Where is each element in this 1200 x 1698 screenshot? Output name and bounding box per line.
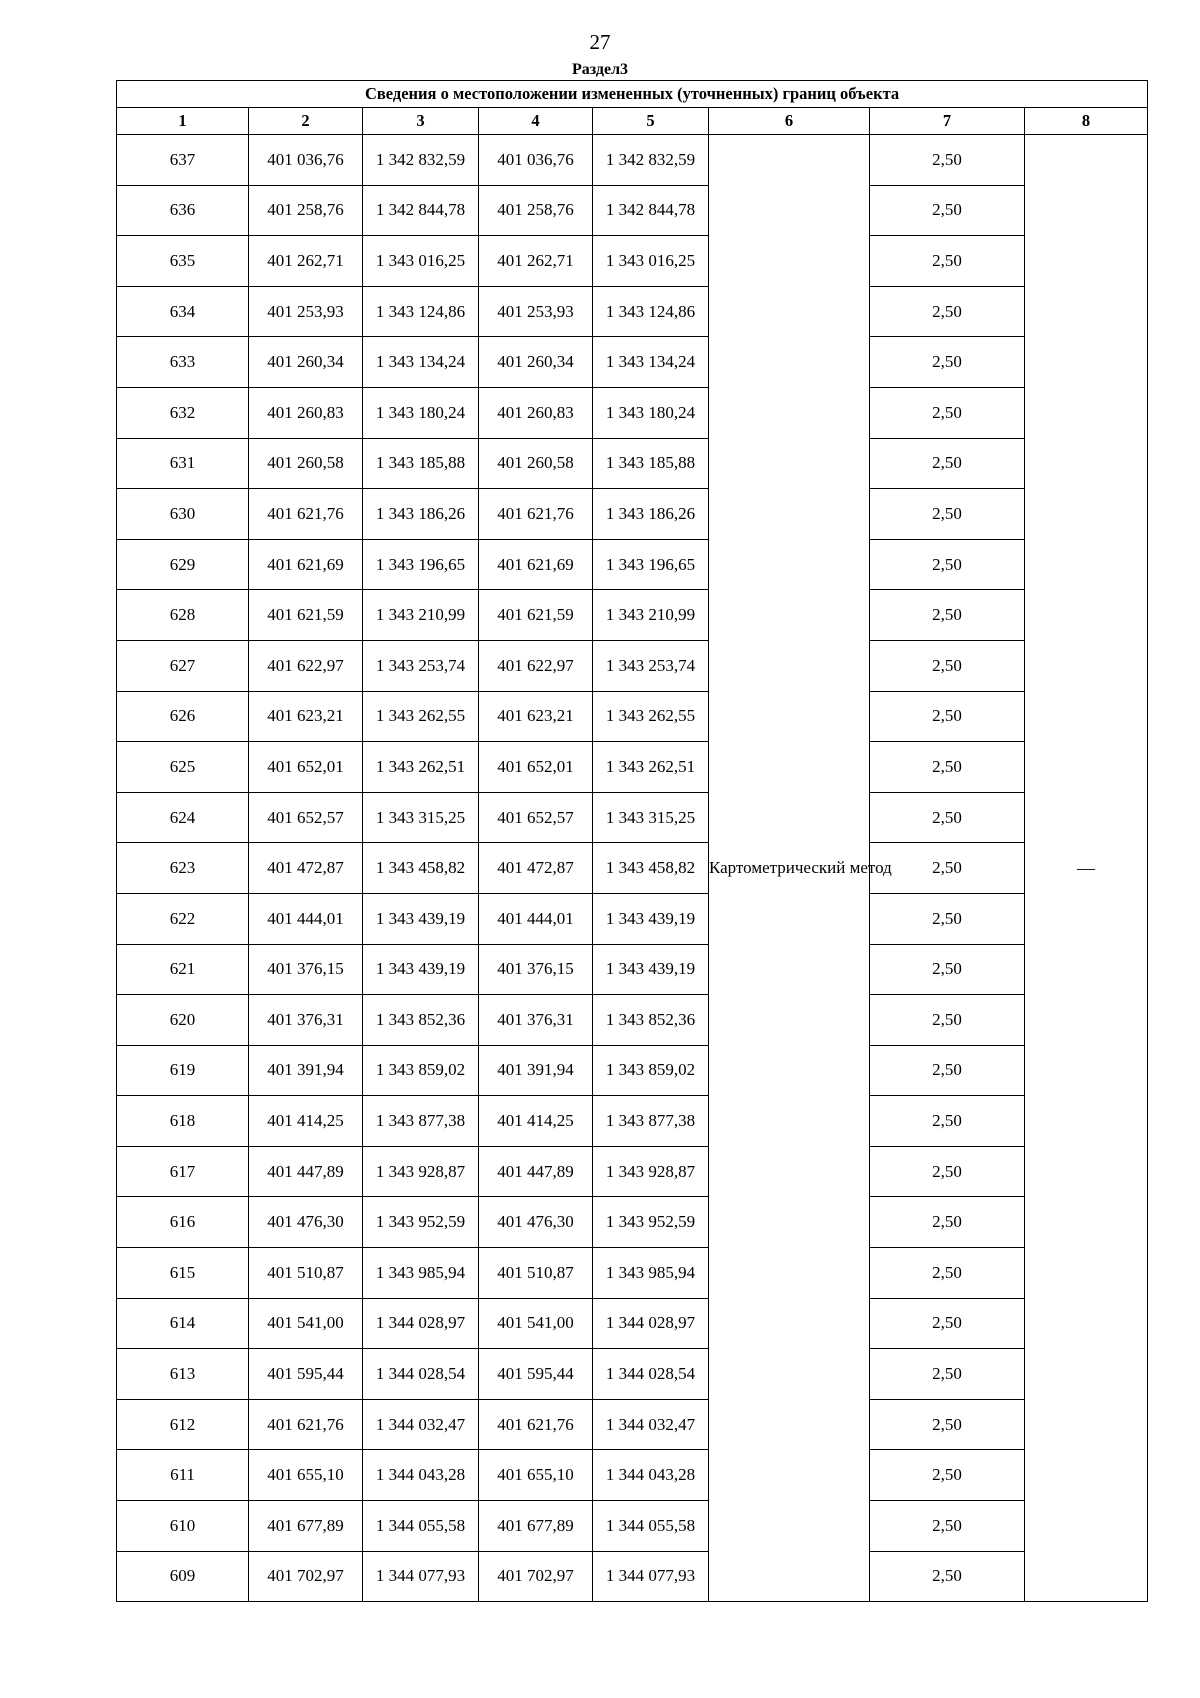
column-header-3: 3 xyxy=(363,108,479,135)
accuracy-cell: 2,50 xyxy=(870,135,1025,186)
point-number-cell: 616 xyxy=(117,1197,249,1248)
x-new-cell: 401 376,31 xyxy=(479,995,593,1046)
x-existing-cell: 401 391,94 xyxy=(249,1045,363,1096)
table-row xyxy=(117,1450,1148,1501)
accuracy-cell: 2,50 xyxy=(870,843,1025,894)
y-existing-cell: 1 343 196,65 xyxy=(363,539,479,590)
x-new-cell: 401 702,97 xyxy=(479,1551,593,1602)
table-row xyxy=(117,995,1148,1046)
point-number-cell: 618 xyxy=(117,1096,249,1147)
y-existing-cell: 1 343 877,38 xyxy=(363,1096,479,1147)
x-existing-cell: 401 472,87 xyxy=(249,843,363,894)
x-new-cell: 401 621,69 xyxy=(479,539,593,590)
table-row xyxy=(117,1349,1148,1400)
point-number-cell: 615 xyxy=(117,1248,249,1299)
table-row xyxy=(117,1248,1148,1299)
y-existing-cell: 1 344 077,93 xyxy=(363,1551,479,1602)
x-new-cell: 401 652,01 xyxy=(479,742,593,793)
point-number-cell: 626 xyxy=(117,691,249,742)
point-number-cell: 622 xyxy=(117,893,249,944)
y-existing-cell: 1 343 253,74 xyxy=(363,640,479,691)
y-new-cell: 1 344 043,28 xyxy=(593,1450,709,1501)
y-existing-cell: 1 343 439,19 xyxy=(363,893,479,944)
column-header-8: 8 xyxy=(1025,108,1148,135)
x-existing-cell: 401 621,76 xyxy=(249,489,363,540)
y-existing-cell: 1 343 134,24 xyxy=(363,337,479,388)
y-existing-cell: 1 343 852,36 xyxy=(363,995,479,1046)
accuracy-cell: 2,50 xyxy=(870,1146,1025,1197)
table-row xyxy=(117,1298,1148,1349)
column-header-2: 2 xyxy=(249,108,363,135)
x-existing-cell: 401 260,58 xyxy=(249,438,363,489)
table-caption: Сведения о местоположении измененных (уточненных) границ объекта xyxy=(117,81,1148,108)
column-header-5: 5 xyxy=(593,108,709,135)
accuracy-cell: 2,50 xyxy=(870,792,1025,843)
x-existing-cell: 401 262,71 xyxy=(249,236,363,287)
y-new-cell: 1 343 186,26 xyxy=(593,489,709,540)
table-body xyxy=(117,135,1148,1602)
y-existing-cell: 1 344 055,58 xyxy=(363,1501,479,1552)
x-new-cell: 401 262,71 xyxy=(479,236,593,287)
x-new-cell: 401 258,76 xyxy=(479,185,593,236)
x-new-cell: 401 036,76 xyxy=(479,135,593,186)
x-new-cell: 401 476,30 xyxy=(479,1197,593,1248)
y-existing-cell: 1 343 180,24 xyxy=(363,387,479,438)
method-cell: Картометрический метод xyxy=(709,135,870,1602)
x-existing-cell: 401 258,76 xyxy=(249,185,363,236)
x-existing-cell: 401 414,25 xyxy=(249,1096,363,1147)
point-number-cell: 627 xyxy=(117,640,249,691)
x-new-cell: 401 444,01 xyxy=(479,893,593,944)
x-existing-cell: 401 702,97 xyxy=(249,1551,363,1602)
y-existing-cell: 1 343 859,02 xyxy=(363,1045,479,1096)
table-row xyxy=(117,135,1148,186)
x-new-cell: 401 623,21 xyxy=(479,691,593,742)
table-row xyxy=(117,438,1148,489)
accuracy-cell: 2,50 xyxy=(870,1298,1025,1349)
table-row xyxy=(117,691,1148,742)
y-new-cell: 1 344 028,97 xyxy=(593,1298,709,1349)
x-existing-cell: 401 677,89 xyxy=(249,1501,363,1552)
column-header-4: 4 xyxy=(479,108,593,135)
y-new-cell: 1 343 458,82 xyxy=(593,843,709,894)
x-new-cell: 401 652,57 xyxy=(479,792,593,843)
y-existing-cell: 1 343 928,87 xyxy=(363,1146,479,1197)
point-number-cell: 636 xyxy=(117,185,249,236)
accuracy-cell: 2,50 xyxy=(870,1399,1025,1450)
x-new-cell: 401 253,93 xyxy=(479,286,593,337)
x-existing-cell: 401 621,59 xyxy=(249,590,363,641)
x-new-cell: 401 622,97 xyxy=(479,640,593,691)
x-new-cell: 401 472,87 xyxy=(479,843,593,894)
accuracy-cell: 2,50 xyxy=(870,1248,1025,1299)
table-row xyxy=(117,236,1148,287)
table-row xyxy=(117,539,1148,590)
x-existing-cell: 401 447,89 xyxy=(249,1146,363,1197)
y-new-cell: 1 343 859,02 xyxy=(593,1045,709,1096)
point-number-cell: 614 xyxy=(117,1298,249,1349)
accuracy-cell: 2,50 xyxy=(870,640,1025,691)
accuracy-cell: 2,50 xyxy=(870,286,1025,337)
x-new-cell: 401 376,15 xyxy=(479,944,593,995)
table-row xyxy=(117,387,1148,438)
table-row xyxy=(117,286,1148,337)
x-new-cell: 401 391,94 xyxy=(479,1045,593,1096)
y-new-cell: 1 344 028,54 xyxy=(593,1349,709,1400)
y-new-cell: 1 342 832,59 xyxy=(593,135,709,186)
accuracy-cell: 2,50 xyxy=(870,691,1025,742)
y-existing-cell: 1 343 439,19 xyxy=(363,944,479,995)
point-number-cell: 620 xyxy=(117,995,249,1046)
y-existing-cell: 1 343 124,86 xyxy=(363,286,479,337)
x-existing-cell: 401 476,30 xyxy=(249,1197,363,1248)
accuracy-cell: 2,50 xyxy=(870,995,1025,1046)
y-new-cell: 1 344 055,58 xyxy=(593,1501,709,1552)
table-row xyxy=(117,1551,1148,1602)
point-number-cell: 623 xyxy=(117,843,249,894)
point-number-cell: 631 xyxy=(117,438,249,489)
point-number-cell: 632 xyxy=(117,387,249,438)
accuracy-cell: 2,50 xyxy=(870,489,1025,540)
y-new-cell: 1 343 253,74 xyxy=(593,640,709,691)
x-new-cell: 401 621,76 xyxy=(479,1399,593,1450)
y-new-cell: 1 342 844,78 xyxy=(593,185,709,236)
section-title: Раздел3 xyxy=(571,61,629,78)
y-existing-cell: 1 342 844,78 xyxy=(363,185,479,236)
x-existing-cell: 401 376,31 xyxy=(249,995,363,1046)
x-existing-cell: 401 510,87 xyxy=(249,1248,363,1299)
y-new-cell: 1 343 262,51 xyxy=(593,742,709,793)
accuracy-cell: 2,50 xyxy=(870,742,1025,793)
accuracy-cell: 2,50 xyxy=(870,1045,1025,1096)
point-number-cell: 630 xyxy=(117,489,249,540)
y-new-cell: 1 343 210,99 xyxy=(593,590,709,641)
column-header-row xyxy=(117,108,1148,135)
x-existing-cell: 401 376,15 xyxy=(249,944,363,995)
point-number-cell: 624 xyxy=(117,792,249,843)
table-row xyxy=(117,1197,1148,1248)
y-existing-cell: 1 344 043,28 xyxy=(363,1450,479,1501)
y-new-cell: 1 343 016,25 xyxy=(593,236,709,287)
y-existing-cell: 1 344 028,97 xyxy=(363,1298,479,1349)
note-cell: — xyxy=(1025,135,1148,1602)
y-new-cell: 1 343 124,86 xyxy=(593,286,709,337)
point-number-cell: 629 xyxy=(117,539,249,590)
point-number-cell: 625 xyxy=(117,742,249,793)
point-number-cell: 633 xyxy=(117,337,249,388)
y-new-cell: 1 343 852,36 xyxy=(593,995,709,1046)
point-number-cell: 635 xyxy=(117,236,249,287)
y-new-cell: 1 343 196,65 xyxy=(593,539,709,590)
accuracy-cell: 2,50 xyxy=(870,185,1025,236)
table-row xyxy=(117,489,1148,540)
x-new-cell: 401 260,58 xyxy=(479,438,593,489)
y-existing-cell: 1 343 186,26 xyxy=(363,489,479,540)
table-row xyxy=(117,944,1148,995)
x-existing-cell: 401 652,57 xyxy=(249,792,363,843)
x-existing-cell: 401 655,10 xyxy=(249,1450,363,1501)
y-existing-cell: 1 343 985,94 xyxy=(363,1248,479,1299)
x-existing-cell: 401 036,76 xyxy=(249,135,363,186)
table-row xyxy=(117,185,1148,236)
accuracy-cell: 2,50 xyxy=(870,1197,1025,1248)
y-existing-cell: 1 343 952,59 xyxy=(363,1197,479,1248)
x-new-cell: 401 260,34 xyxy=(479,337,593,388)
y-existing-cell: 1 342 832,59 xyxy=(363,135,479,186)
x-existing-cell: 401 444,01 xyxy=(249,893,363,944)
accuracy-cell: 2,50 xyxy=(870,236,1025,287)
accuracy-cell: 2,50 xyxy=(870,893,1025,944)
accuracy-cell: 2,50 xyxy=(870,337,1025,388)
table-row xyxy=(117,893,1148,944)
y-existing-cell: 1 344 028,54 xyxy=(363,1349,479,1400)
column-header-1: 1 xyxy=(117,108,249,135)
accuracy-cell: 2,50 xyxy=(870,1349,1025,1400)
y-new-cell: 1 344 032,47 xyxy=(593,1399,709,1450)
x-existing-cell: 401 260,34 xyxy=(249,337,363,388)
y-new-cell: 1 343 877,38 xyxy=(593,1096,709,1147)
table-row xyxy=(117,1096,1148,1147)
table-row xyxy=(117,590,1148,641)
accuracy-cell: 2,50 xyxy=(870,1450,1025,1501)
point-number-cell: 621 xyxy=(117,944,249,995)
x-existing-cell: 401 652,01 xyxy=(249,742,363,793)
x-new-cell: 401 447,89 xyxy=(479,1146,593,1197)
y-new-cell: 1 343 180,24 xyxy=(593,387,709,438)
point-number-cell: 617 xyxy=(117,1146,249,1197)
y-new-cell: 1 343 315,25 xyxy=(593,792,709,843)
x-existing-cell: 401 621,76 xyxy=(249,1399,363,1450)
accuracy-cell: 2,50 xyxy=(870,539,1025,590)
table-row xyxy=(117,337,1148,388)
x-new-cell: 401 655,10 xyxy=(479,1450,593,1501)
table-row xyxy=(117,1501,1148,1552)
accuracy-cell: 2,50 xyxy=(870,1501,1025,1552)
y-new-cell: 1 343 952,59 xyxy=(593,1197,709,1248)
accuracy-cell: 2,50 xyxy=(870,590,1025,641)
y-new-cell: 1 343 439,19 xyxy=(593,893,709,944)
point-number-cell: 609 xyxy=(117,1551,249,1602)
accuracy-cell: 2,50 xyxy=(870,387,1025,438)
accuracy-cell: 2,50 xyxy=(870,944,1025,995)
point-number-cell: 634 xyxy=(117,286,249,337)
accuracy-cell: 2,50 xyxy=(870,1551,1025,1602)
y-new-cell: 1 343 262,55 xyxy=(593,691,709,742)
y-existing-cell: 1 343 016,25 xyxy=(363,236,479,287)
y-existing-cell: 1 343 262,55 xyxy=(363,691,479,742)
y-new-cell: 1 343 185,88 xyxy=(593,438,709,489)
x-new-cell: 401 595,44 xyxy=(479,1349,593,1400)
x-existing-cell: 401 623,21 xyxy=(249,691,363,742)
x-new-cell: 401 510,87 xyxy=(479,1248,593,1299)
table-row xyxy=(117,1399,1148,1450)
y-existing-cell: 1 343 458,82 xyxy=(363,843,479,894)
x-new-cell: 401 260,83 xyxy=(479,387,593,438)
x-existing-cell: 401 621,69 xyxy=(249,539,363,590)
table-row xyxy=(117,742,1148,793)
column-header-7: 7 xyxy=(870,108,1025,135)
point-number-cell: 612 xyxy=(117,1399,249,1450)
x-new-cell: 401 414,25 xyxy=(479,1096,593,1147)
y-existing-cell: 1 343 185,88 xyxy=(363,438,479,489)
x-new-cell: 401 621,76 xyxy=(479,489,593,540)
table-row xyxy=(117,843,1148,894)
page-number: 27 xyxy=(589,30,611,54)
point-number-cell: 613 xyxy=(117,1349,249,1400)
point-number-cell: 611 xyxy=(117,1450,249,1501)
accuracy-cell: 2,50 xyxy=(870,1096,1025,1147)
y-existing-cell: 1 343 315,25 xyxy=(363,792,479,843)
x-existing-cell: 401 253,93 xyxy=(249,286,363,337)
boundary-coordinates-table xyxy=(116,80,1148,1602)
y-new-cell: 1 344 077,93 xyxy=(593,1551,709,1602)
x-existing-cell: 401 541,00 xyxy=(249,1298,363,1349)
accuracy-cell: 2,50 xyxy=(870,438,1025,489)
y-new-cell: 1 343 928,87 xyxy=(593,1146,709,1197)
y-new-cell: 1 343 985,94 xyxy=(593,1248,709,1299)
y-existing-cell: 1 343 262,51 xyxy=(363,742,479,793)
point-number-cell: 628 xyxy=(117,590,249,641)
x-new-cell: 401 677,89 xyxy=(479,1501,593,1552)
y-existing-cell: 1 344 032,47 xyxy=(363,1399,479,1450)
point-number-cell: 637 xyxy=(117,135,249,186)
x-new-cell: 401 541,00 xyxy=(479,1298,593,1349)
y-new-cell: 1 343 134,24 xyxy=(593,337,709,388)
x-existing-cell: 401 260,83 xyxy=(249,387,363,438)
x-existing-cell: 401 622,97 xyxy=(249,640,363,691)
column-header-6: 6 xyxy=(709,108,870,135)
table-row xyxy=(117,792,1148,843)
y-existing-cell: 1 343 210,99 xyxy=(363,590,479,641)
table-row xyxy=(117,1146,1148,1197)
point-number-cell: 619 xyxy=(117,1045,249,1096)
point-number-cell: 610 xyxy=(117,1501,249,1552)
x-existing-cell: 401 595,44 xyxy=(249,1349,363,1400)
table-row xyxy=(117,1045,1148,1096)
x-new-cell: 401 621,59 xyxy=(479,590,593,641)
y-new-cell: 1 343 439,19 xyxy=(593,944,709,995)
table-row xyxy=(117,640,1148,691)
